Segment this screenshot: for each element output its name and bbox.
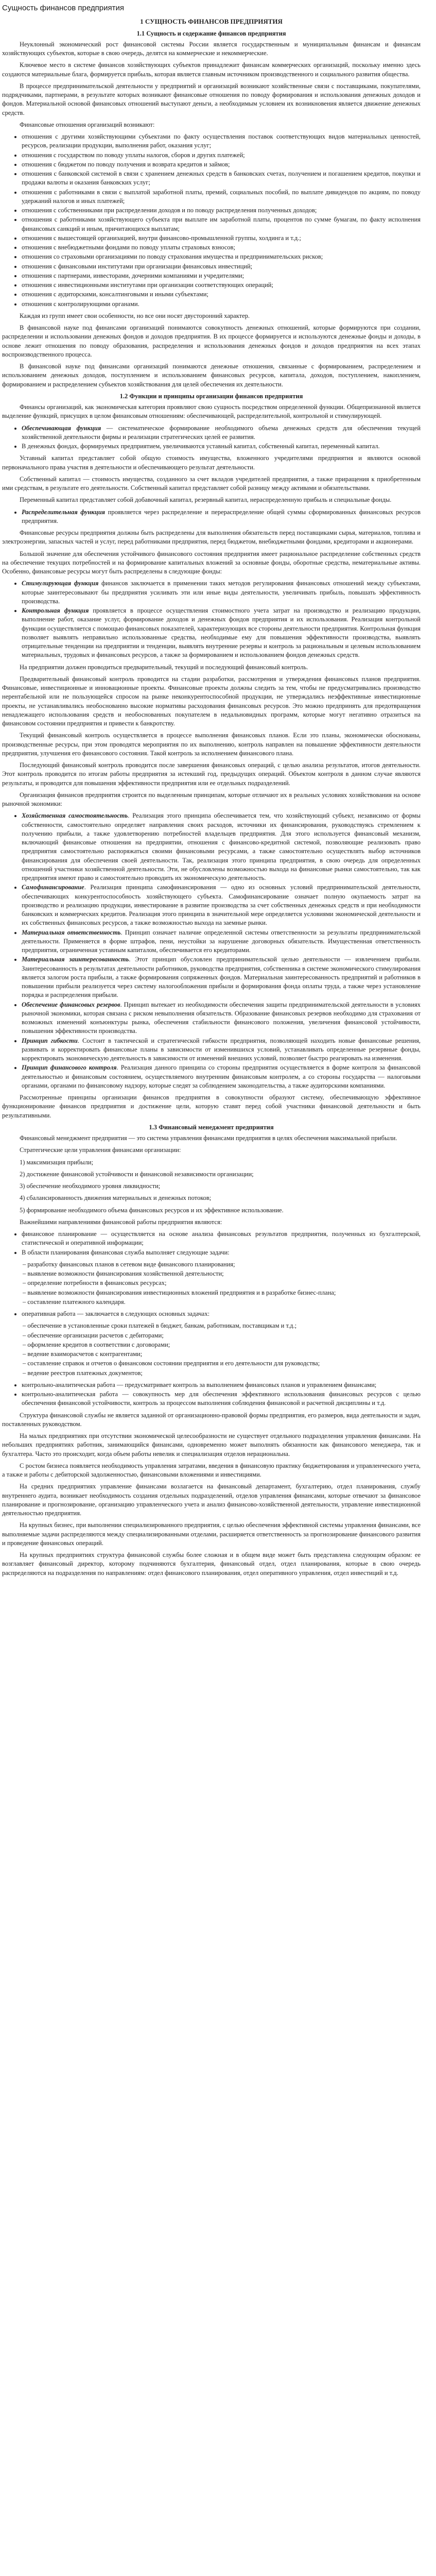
paragraph: Ключевое место в системе финансов хозяйствующих субъектов принадлежит финансам коммерческих организаций, поскольку именно здесь создаются материальные блага, формируется прибыль, которая является главным источником производственного и социального развития общества. [2,61,421,78]
list-item: • отношения с банковской системой в связи с хранением денежных средств в банковских счетах, получением и погашением кредитов, покупки и продажи валюты и оказания банковских услуг; [22,170,421,188]
paragraph: На крупных предприятиях структура финансовой службы более сложная и в общем виде может быть представлена следующим образом: ее возглавляет финансовый директор, которому подчиняются бухгалтерия, финансовый отдел, отдел планирования, которые в свою очередь распределяются на подразделения по направлениям: отдел финансового планирования, отдел оперативного управления, отдел инвестиций и т.д. [2,1551,421,1577]
section-title: 1.2 Функции и принципы организации финансов предприятия [119,392,303,400]
paragraph: Неуклонный экономический рост финансовой системы России является государственным и муниципальным финансам и финансам хозяйствующих субъектов, которые в свою очередь, делятся на коммерческие и некоммерческие. [2,40,421,57]
section-title: 1.1 Сущность и содержание финансов предприятия [136,29,286,37]
list-item: • отношения с государством по поводу уплаты налогов, сборов и других платежей; [22,151,421,160]
list-item: • В области планирования финансовая служба выполняет следующие задачи: [22,1248,421,1257]
paragraph: В процессе предпринимательской деятельности у предприятий и организаций возникают хозяйственные связи с поставщиками, покупателями, подрядчиками, партнерами, в результате которых возникают финансовые отношения по поводу формирования и использования денежных доходов и фондов. Материальной основой финансовых отношений выступают деньги, а необходимым условием их возникновения является движение денежных средств. [2,82,421,116]
paragraph: 5) формирование необходимого объема финансовых ресурсов и их эффективное использование. [20,1206,284,1214]
term: Хозяйственная самостоятельность [22,812,128,820]
paragraph: Уставный капитал представляет собой общую стоимость имущества, вложенного учредителями предприятия и являются основой первоначального права участия в деятельности и обеспечивающего результат деятельности. [2,454,421,471]
term-text: . Этот принцип обусловлен предпринимательской целью деятельности — извлечением прибыли. Заинтересованность в результатах деятельности работников, руководства предприятия, собственника в системе экономического стимулирования является залогом роста прибыли, а также формирования сопряженных фондов. Материальная заинтересованность предприятий и работников в повышении прибыли реализуется через систему налогообложения прибыли и формирования фонда оплаты труда, а также через установление порядка и распределения прибыли. [22,956,421,999]
term: Обеспечивающая функция [22,424,101,432]
list-item: – составление платежного календаря. [23,1298,421,1307]
list-item: • отношения с другими хозяйствующими субъектами по факту осуществления поставок соответствующих видов материальных ценностей, ресурсов, реализации продукции, выполнения работ, оказания услуг; [22,132,421,150]
paragraph: Большой значение для обеспечения устойчивого финансового состояния предприятия имеет рациональное распределение собственных средств на обеспечение текущих потребностей и на формирование капитальных вложений за основные фонды, оборотные средства, нематериальные активы. Особенно, финансовые ресурсы могут быть распределены в следующие фонды: [2,550,421,575]
term: Контрольная функция [22,607,89,615]
paragraph: С ростом бизнеса появляется необходимость управления затратами, введения в финансовую практику бюджетирования и управленческого учета, а также и работы с дебиторской задолженностью, финансовыми вложениями и инвестициями. [2,1462,421,1479]
paragraph: Собственный капитал — стоимость имущества, созданного за счет вкладов учредителей предприятия, а также приращения к приобретенным ими средствам, в результате его деятельности. Собственный капитал представляет собой разницу между активами и обязательствами. [2,475,421,492]
functions-list [2,508,421,526]
list-item: • отношения со страховыми организациями по поводу страхования имущества и предпринимательских рисков; [22,252,421,261]
directions-list [2,1381,421,1408]
list-item: – определение потребности в финансовых ресурсах; [23,1279,421,1287]
list-item: – выявление возможности финансирования хозяйственной деятельности; [23,1269,421,1278]
list-item: • оперативная работа — заключается в следующих основных задачах: [22,1310,421,1318]
directions-list [2,1230,421,1257]
paragraph: Переменный капитал представляет собой добавочный капитал, резервный капитал, нераспределенную прибыль и специальные фонды. [20,496,392,504]
term: Принцип финансового контроля [22,1064,117,1072]
list-item: – обеспечение организации расчетов с дебиторами; [23,1331,421,1340]
paragraph: Структура финансовой службы не является заданной от организационно-правовой формы предприятия, его размеров, вида деятельности и задач, поставленных руководством. [2,1411,421,1428]
list-item [22,606,421,660]
list-item: • отношения с работниками хозяйствующего субъекта при выплате им заработной платы, процентов по сумме бумагам, по факту исполнения финансовых санкций и иным, причитающихся выплатам; [22,215,421,233]
list-item: – ведение реестров платежных документов; [23,1369,421,1378]
list-item: • отношения с контролирующими органами. [22,300,421,309]
section-1-3 [2,1123,421,1578]
list-item: • отношения с аудиторскими, консалтинговыми и иными субъектами; [22,290,421,299]
list-item [22,508,421,526]
list-item: • контрольно-аналитическая работа — совокупность мер для обеспечения эффективного использования финансовых ресурсов с целью обеспечения финансовой устойчивости, контроль за процессом выполнения соблюдения финансовой и расчетной дисциплины и т.д. [22,1390,421,1408]
list-item: – составление справок и отчетов о финансовом состоянии предприятия и его деятельности для руководства; [23,1359,421,1368]
paragraph: Важнейшими направлениями финансовой работы предприятия являются: [20,1218,222,1226]
list-item [22,442,421,451]
paragraph: На средних предприятиях управление финансами возлагается на финансовый департамент, бухгалтерию, отдел планирования, службу внутреннего аудита, возникает необходимость создания отдельных подразделений, отделов управления финансами, которые отвечают за финансовое планирование и прогнозирование, организацию управленческого учета и анализ финансово-хозяйственной деятельности, управление инвестиционной деятельностью предприятия. [2,1483,421,1517]
paragraph: Финансы организаций, как экономическая категория проявляют свою сущность посредством определенной функции. Общепризнанной является выделение функций, присущих в целом финансовым отношениям: обеспечивающей, распределительной, контрольной и стимулирующей. [2,403,421,420]
term-text: финансов заключается в применении таких методов регулирования финансовых отношений между субъектами, которые заинтересовывают бы предприятия усиливать эти или иные виды деятельности, увеличивать прибыль, повышать эффективность производства. [22,580,421,605]
term: Распределительная функция [22,508,106,516]
paragraph: 1) максимизация прибыли; [20,1158,94,1166]
term: Самофинансирование [22,884,84,891]
directions-list [2,1310,421,1318]
list-item [22,883,421,927]
paragraph: В финансовой науке под финансами организаций понимаются совокупность денежных отношений, которые формируются при создании, распределении и использовании денежных фондов и доходов предприятия. В их процессе формируется и используются денежные фонды и доходы, в основе лежит отношения по поводу образования, распределения и использования денежных фондов и доходов предприятия на всех этапах воспроизводственного процесса. [2,324,421,358]
term-text: — систематическое формирование необходимого объема денежных средств для обеспечения текущей хозяйственной деятельности фирмы и реализации стратегических целей ее развития. [22,424,421,440]
relations-list [2,132,421,309]
term-text: . Реализация этого принципа обеспечивается тем, что хозяйствующий субъект, независимо от формы собственности, самостоятельно определяет направления своих расходов, источники их финансирования, руководствуясь стремлением к получению прибыли, а также удовлетворению потребностей владельцев предприятия. Для этого используется финансовый механизм, включающий финансовые отношения на предприятии, отношения с финансово-кредитной системой, позволяющие реализовать право предприятия самостоятельно распоряжаться своими финансовыми ресурсами, а также самостоятельно осуществлять выбор источников финансирования для обеспечения своей деятельности. Так, реализация этого принципа предприятия, в свою очередь для определенных отношений участники хозяйственной деятельности. Эти, не обусловлены возможностью выхода на финансовые рынки самостоятельно, так как предприятия имеют право и самостоятельно проводить их экономическую деятельность. [22,812,421,882]
list-item: • отношения с вышестоящей организацией, внутри финансово-промышленной группы, холдинга и т.д.; [22,234,421,243]
paragraph: 3) обеспечение необходимого уровня ликвидности; [20,1182,161,1190]
term-text: . Состоит в тактической и стратегической гибкости предприятия, позволяющей находить новые финансовые решения, развивать и корректировать финансовые планы в зависимости от изменившихся условий, устанавливать определенные резервные фонды, корректировать экономическую деятельность в зависимости от изменений внешних условий, позволяет быстро реагировать на изменения. [22,1037,421,1062]
list-item: • отношения с финансовыми институтами при организации финансовых инвестиций; [22,262,421,271]
list-item [22,424,421,442]
operational-tasks-list [2,1321,421,1378]
paragraph: Финансовые отношения организаций возникают: [20,121,155,128]
list-item: • отношения с работниками в связи с выплатой заработной платы, премий, социальных пособий, по выплате дивидендов по акциям, по поводу удержаний налогов и иных платежей; [22,188,421,206]
paragraph: Текущий финансовый контроль осуществляется в процессе выполнения финансовых планов. Если это планы, экономически обоснованы, производственные ресурсы, при этом проводятся мероприятия по их выполнению, контроль направлен на повышение эффективности деятельности предприятия, улучшения его финансового состояния. Такой контроль за исполнением финансового плана. [2,732,421,757]
term-text: . Реализация данного принципа со стороны предприятия осуществляется в форме контроля за финансовой деятельностью и финансовым состоянием, осуществляемого внутренним финансовым контролем, а со стороны государства — налоговыми органами, органами по финансовому надзору, которые следят за соблюдением законодательства, а также аудиторскими компаниями. [22,1064,421,1089]
term-text: В денежных фондах, формируемых предприятием, увеличиваются уставный капитал, собственный капитал, переменный капитал. [22,443,380,450]
paragraph: Рассмотренные принципы организации финансов предприятия в совокупности образуют систему, обеспечивающую эффективное функционирование финансов предприятия и достижение цели, которую ставят перед собой участники финансовой деятельности и быть результативными. [2,1094,421,1119]
list-item: – ведение взаиморасчетов с контрагентами; [23,1350,421,1359]
list-item: • контрольно-аналитическая работа — предусматривает контроль за выполнением финансовых планов и управлением финансами; [22,1381,421,1389]
list-item [22,955,421,999]
paragraph: На крупных бизнес, при выполнении специализированного предприятия, с целью обеспечения эффективной системы управления финансами, все выполняемые задачи распределяются между специализированными отделами, расширяется ответственность за прогнозирование финансового развития и проведение финансовых операций. [2,1521,421,1547]
paragraph: Организация финансов предприятия строится по выделенным принципам, которые отличают их в реальных условиях хозяйствования на основе рыночной экономики: [2,791,421,808]
list-item: • отношения с партнерами, инвесторами, дочерними компаниями и учредителями; [22,272,421,280]
planning-tasks-list [2,1260,421,1307]
list-item: – обеспечение в установленные сроки платежей в бюджет, банкам, работникам, поставщикам и т.д.; [23,1321,421,1330]
term-text: . Принцип означает наличие определенной системы ответственности за результаты предпринимательской деятельности. Применяется в форме штрафов, пени, неустойки за нарушение договорных обязательств. Имущественная ответственность предприятия, ограниченная уставным капиталом, обеспечивается его кредиторами. [22,928,421,954]
paragraph: На малых предприятиях при отсутствии экономической целесообразности не существует отдельного подразделения управления финансами. На небольших предприятиях работник, занимающийся финансами, одновременно может выполнять обязанности как финансового менеджера, так и бухгалтера. Часто это происходит, когда объем работы невелик и специализация отделов нерациональна. [2,1432,421,1458]
term-text: . Реализация принципа самофинансирования — одно из основных условий предпринимательской деятельности, обеспечивающих конкурентоспособность хозяйствующего субъекта. Самофинансирование означает полную окупаемость затрат на производство и реализацию продукции, инвестирование в развитие производства за счет собственных денежных средств и при необходимости банковских и коммерческих кредитов. Реализация этого принципа в значительной мере определяется условиями экономической деятельности и их собственных финансовых ресурсов, а также возможностью выхода на заемные рынки. [22,884,421,927]
list-item [22,1037,421,1063]
paragraph: В финансовой науке под финансами организаций понимаются денежные отношения, связанные с формированием, распределением и использованием денежных доходов, поступлением и использованием финансовых ресурсов, капитала, доходов, поступлением, накоплением, формированием и распределением субъектов хозяйствования для целей обеспечения их деятельности. [2,363,421,388]
functions-list [2,424,421,451]
list-item: – выявление возможности финансирования инвестиционных вложений предприятия и в разработке бизнес-плана; [23,1289,421,1297]
list-item: • финансовое планирование — осуществляется на основе анализа финансовых результатов предприятия, полученных из бухгалтерской, статистической и оперативной информации; [22,1230,421,1248]
list-item [22,811,421,883]
list-item: • отношения с собственниками при распределении доходов и по поводу распределения полученных доходов; [22,206,421,215]
paragraph: Предварительный финансовый контроль проводится на стадии разработки, рассмотрения и утверждения финансовых планов предприятия. Финансовые, инвестиционные и инновационные проекты. Финансовые проекты должны следить за тем, чтобы не предусматривались производство нерентабельной или не пользующейся спросом на рынке неконкурентоспособной продукции, не утверждались неэффективные инвестиционные проекты, не устанавливались необоснованно высокие нормативы расходования финансовых ресурсов. Это можно предпринять для предотвращения ненадлежащего использования средств и необоснованных покупателем в недальновидных программ, которые могут негативно отразиться на финансовом состоянии предприятия и привести к банкротству. [2,675,421,727]
principles-list [2,811,421,1090]
term: Материальная ответственность [22,928,121,936]
list-item: • отношения с бюджетом по поводу получения и возврата кредитов и займов; [22,160,421,169]
paragraph: На предприятии должен проводиться предварительный, текущий и последующий финансовый контроль. [20,663,308,671]
term: Обеспечение финансовых резервов [22,1001,120,1008]
list-item: – оформление кредитов в соответствии с договорами; [23,1341,421,1349]
term: Стимулирующая функция [22,580,99,587]
section-title: 1.3 Финансовый менеджмент предприятия [149,1123,274,1131]
term-text: . Принцип вытекает из необходимости обеспечения защиты предпринимательской деятельности в условиях рыночной экономики, которая связана с риском невыполнения обязательств. Образование финансовых резервов необходимо для страхования от возможных изменений конъюнктуры рынка, обеспечения стабильности финансового положения, увеличения финансовой устойчивости, повышения эффективности производства. [22,1001,421,1035]
list-item [22,579,421,606]
paragraph: Финансовый менеджмент предприятия — это система управления финансами предприятия в целях обеспечения максимальной прибыли. [20,1134,397,1142]
paragraph: Финансовые ресурсы предприятия должны быть распределены для выполнения обязательств перед поставщиками сырья, материалов, топлива и электроэнергии, запасных частей и услуг, перед работниками предприятия, перед бюджетом, внебюджетными фондами, кредиторами и акционерами. [2,529,421,546]
term: Материальная заинтересованность [22,956,129,963]
term-text: проявляется в процессе осуществления стоимостного учета затрат на производство и реализацию продукции, выполнение работ, оказание услуг, формирование доходов и денежных фондов предприятия и их использования. Реализация контрольной функции осуществляется с помощью финансовых показателей, характеризующих все стороны деятельности предприятия. Контрольная функция позволяет выявлять неправильно использованные средства, необходимые ему для повышения эффективности производства, выявлять отрицательные тенденции на предприятии и тенденции, выявлять внутренние резервы и контроль за рациональным и целевым использованием материальных, трудовых и финансовых ресурсов, а также за формированием и использованием фондов денежных средств. [22,607,421,659]
list-item [22,1063,421,1090]
list-item: – разработку финансовых планов в сетевом виде финансового планирования; [23,1260,421,1269]
paragraph: Стратегические цели управления финансами организации: [20,1146,181,1154]
term-text: проявляется через распределение и перераспределение общей суммы сформированных финансовых ресурсов предприятия. [22,508,421,524]
paragraph: Каждая из групп имеет свои особенности, но все они носят двусторонний характер. [20,312,250,319]
paragraph: Последующий финансовый контроль проводится после завершения финансовых операций, с целью анализа результатов, итогов деятельности. Этот контроль проводится по итогам работы предприятия за истекший год, предыдущих операций. Объектом контроля в данном случае являются результаты, и проводится для повышения эффективности предприятия или ее отдельных подразделений. [2,761,421,787]
section-1-1 [2,29,421,389]
section-1-2 [2,392,421,1120]
chapter-title: 1 СУЩНОСТЬ ФИНАНСОВ ПРЕДПРИЯТИЯ [140,17,283,25]
list-item: • отношения с инвестиционными институтами при организации соответствующих операций; [22,281,421,290]
list-item [22,1001,421,1036]
functions-list [2,579,421,659]
paragraph: 2) достижение финансовой устойчивости и финансовой независимости организации; [20,1170,254,1178]
list-item [22,928,421,955]
paragraph: 4) сбалансированность движения материальных и денежных потоков; [20,1194,212,1202]
page-title: Сущность финансов предприятия [2,4,124,12]
list-item: • отношения с внебюджетными фондами по поводу уплаты страховых взносов; [22,243,421,252]
term: Принцип гибкости [22,1037,78,1044]
